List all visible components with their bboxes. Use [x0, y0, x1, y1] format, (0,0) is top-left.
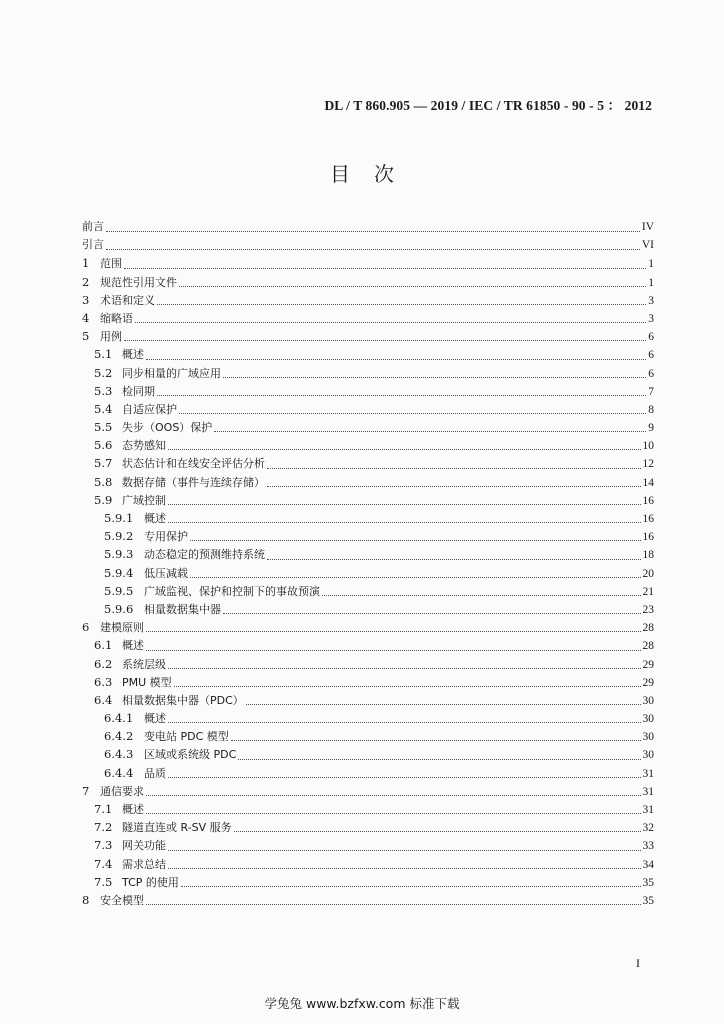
toc-leader-dots — [179, 413, 646, 414]
toc-leader-dots — [135, 322, 646, 323]
toc-entry-title: 态势感知 — [122, 439, 166, 453]
toc-entry[interactable] — [82, 473, 654, 491]
toc-entry-number: 6.2 — [94, 656, 113, 671]
toc-entry-page: 31 — [642, 767, 654, 780]
toc-entry-number: 6.1 — [94, 638, 113, 653]
toc-entry-page: 32 — [642, 822, 654, 835]
toc-entry-number: 5.8 — [94, 474, 113, 489]
toc-entry-number: 2 — [82, 274, 90, 289]
toc-entry-page: 29 — [642, 658, 654, 671]
toc-entry[interactable] — [82, 873, 654, 891]
toc-entry-page: 28 — [642, 622, 654, 635]
toc-entry-title: 通信要求 — [100, 784, 144, 798]
toc-entry-title: 概述 — [122, 639, 144, 653]
toc-entry-title: 隧道直连或 R-SV 服务 — [122, 821, 232, 835]
toc-leader-dots — [223, 613, 641, 614]
toc-entry-title: 广域监视、保护和控制下的事故预演 — [144, 584, 320, 598]
toc-leader-dots — [124, 340, 646, 341]
toc-entry-number: 7.4 — [94, 856, 113, 871]
toc-leader-dots — [146, 631, 641, 632]
toc-entry-number: 4 — [82, 310, 90, 325]
toc-entry-number: 5.9 — [94, 492, 113, 507]
toc-entry-title: 引言 — [82, 238, 104, 252]
toc-entry-number: 5.3 — [94, 383, 113, 398]
toc-entry-title: 品质 — [144, 766, 166, 780]
toc-entry[interactable] — [82, 345, 654, 363]
toc-entry-title: 概述 — [144, 512, 166, 525]
toc-entry[interactable] — [82, 491, 654, 509]
toc-entry[interactable] — [82, 745, 654, 763]
toc-leader-dots — [267, 559, 641, 560]
toc-entry-title: 概述 — [144, 712, 166, 726]
page-number: I — [636, 956, 640, 970]
toc-leader-dots — [223, 377, 646, 378]
toc-entry-title: 专用保护 — [144, 530, 188, 544]
toc-entry-title: 区域或系统级 PDC — [144, 748, 237, 762]
toc-entry-number: 5.9.6 — [104, 601, 134, 616]
toc-entry-number: 5.9.4 — [104, 565, 134, 580]
toc-leader-dots — [190, 540, 641, 541]
toc-entry[interactable] — [82, 309, 654, 327]
toc-entry[interactable] — [82, 673, 654, 691]
toc-entry[interactable] — [82, 418, 654, 436]
toc-entry[interactable] — [82, 527, 654, 545]
toc-entry-title: 术语和定义 — [100, 293, 155, 307]
toc-entry-page: 3 — [648, 294, 654, 307]
toc-entry-number: 7.5 — [94, 874, 113, 889]
toc-entry-page: 16 — [642, 494, 654, 507]
toc-leader-dots — [214, 431, 646, 432]
toc-entry[interactable] — [82, 273, 654, 291]
toc-entry-page: 16 — [642, 531, 654, 544]
toc-entry-page: 10 — [642, 440, 654, 453]
toc-entry-number: 5.5 — [94, 420, 113, 435]
toc-entry-page: 18 — [642, 549, 654, 562]
toc-leader-dots — [238, 759, 640, 760]
toc-leader-dots — [168, 522, 641, 523]
toc-entry[interactable] — [82, 800, 654, 818]
toc-entry[interactable] — [82, 636, 654, 654]
toc-entry-title: 规范性引用文件 — [100, 275, 177, 289]
toc-entry-page: 30 — [642, 749, 654, 762]
toc-entry-title: 相量数据集中器 — [144, 602, 221, 616]
toc-leader-dots — [106, 249, 640, 250]
toc-entry[interactable] — [82, 327, 654, 345]
toc-entry-title: 数据存储（事件与连续存储） — [122, 475, 265, 489]
toc-leader-dots — [146, 813, 641, 814]
toc-leader-dots — [168, 777, 641, 778]
toc-entry-page: 12 — [642, 458, 654, 471]
toc-leader-dots — [246, 704, 641, 705]
toc-entry-title: 自适应保护 — [122, 402, 177, 416]
toc-entry-title: 检同期 — [122, 384, 155, 398]
toc-entry-title: 低压减载 — [144, 566, 188, 580]
toc-entry[interactable] — [82, 364, 654, 382]
toc-leader-dots — [168, 449, 641, 450]
toc-leader-dots — [231, 740, 641, 741]
toc-entry-number: 5.9.1 — [104, 511, 134, 525]
toc-entry-page: 21 — [642, 585, 654, 598]
toc-entry-page: 16 — [642, 513, 654, 525]
toc-leader-dots — [157, 304, 646, 305]
toc-entry-page: 1 — [648, 258, 654, 271]
toc-leader-dots — [267, 486, 641, 487]
page-title: 目次 — [330, 162, 418, 186]
toc-entry-number: 5.2 — [94, 365, 113, 380]
toc-entry-page: 35 — [642, 894, 654, 907]
toc-entry-page: 6 — [648, 349, 654, 362]
toc-entry[interactable] — [82, 254, 654, 272]
toc-entry-number: 6 — [82, 620, 90, 635]
toc-leader-dots — [322, 595, 641, 596]
toc-leader-dots — [146, 359, 646, 360]
toc-leader-dots — [168, 722, 641, 723]
toc-entry-number: 7.3 — [94, 838, 113, 853]
toc-leader-dots — [168, 668, 641, 669]
toc-leader-dots — [168, 868, 641, 869]
toc-entry-number: 6.4.4 — [104, 765, 134, 780]
toc-entry-page: 7 — [648, 385, 654, 398]
toc-entry-number: 8 — [82, 892, 90, 907]
toc-entry-title: 状态估计和在线安全评估分析 — [122, 457, 265, 471]
toc-entry[interactable] — [82, 564, 654, 582]
toc-entry-page: 6 — [648, 331, 654, 344]
footer-watermark: 学兔兔 www.bzfxw.com 标准下载 — [264, 996, 460, 1011]
toc-entry-page: 31 — [642, 804, 654, 816]
toc-entry-title: 建模原则 — [100, 621, 144, 635]
toc-entry[interactable] — [82, 655, 654, 673]
toc-entry[interactable] — [82, 709, 654, 727]
toc-entry-page: 8 — [648, 403, 654, 416]
toc-entry[interactable] — [82, 218, 654, 236]
toc-entry-number: 7.1 — [94, 802, 113, 816]
toc-leader-dots — [174, 686, 641, 687]
toc-leader-dots — [124, 268, 646, 269]
toc-entry-title: 系统层级 — [122, 657, 166, 671]
toc-entry-number: 5.9.3 — [104, 547, 134, 562]
toc-entry-title: 网关功能 — [122, 839, 166, 853]
toc-entry-number: 6.3 — [94, 674, 113, 689]
toc-entry-title: 缩略语 — [100, 311, 133, 325]
toc-entry[interactable] — [82, 236, 654, 254]
toc-entry-number: 6.4.1 — [104, 711, 134, 726]
toc-entry-number: 6.4.3 — [104, 747, 134, 762]
toc-entry-number: 5.1 — [94, 347, 113, 362]
toc-leader-dots — [168, 504, 641, 505]
toc-entry-page: 23 — [642, 603, 654, 616]
toc-entry[interactable] — [82, 836, 654, 854]
toc-entry-page: 6 — [648, 367, 654, 380]
toc-entry-number: 7 — [82, 783, 90, 798]
toc-entry[interactable] — [82, 855, 654, 873]
toc-entry-number: 5.9.5 — [104, 583, 134, 598]
toc-entry-title: 安全模型 — [100, 893, 144, 907]
toc-entry[interactable] — [82, 509, 654, 527]
toc-leader-dots — [267, 468, 641, 469]
toc-entry-number: 3 — [82, 292, 90, 307]
toc-entry-title: PMU 模型 — [122, 675, 172, 689]
toc-entry[interactable] — [82, 818, 654, 836]
toc-entry-page: 9 — [648, 422, 654, 435]
toc-entry-number: 6.4 — [94, 692, 113, 707]
toc-leader-dots — [179, 286, 646, 287]
standard-number-header: DL / T 860.905 — 2019 / IEC / TR 61850 - 90 - 5 ： 2012 — [324, 98, 652, 113]
toc-entry-title: 概述 — [122, 803, 144, 816]
toc-entry[interactable] — [82, 400, 654, 418]
toc-leader-dots — [157, 395, 646, 396]
toc-entry-number: 1 — [82, 256, 90, 271]
toc-entry-page: 30 — [642, 731, 654, 744]
toc-entry-number: 5.7 — [94, 456, 113, 471]
toc-entry-number: 6.4.2 — [104, 729, 134, 744]
toc-entry-title: 失步（OOS）保护 — [122, 421, 213, 435]
toc-entry-page: 20 — [642, 567, 654, 580]
toc-entry-title: 用例 — [100, 330, 122, 344]
toc-entry[interactable] — [82, 691, 654, 709]
toc-entry-number: 5.4 — [94, 401, 113, 416]
toc-entry[interactable] — [82, 764, 654, 782]
toc-entry-title: 同步相量的广域应用 — [122, 366, 221, 380]
toc-leader-dots — [234, 831, 641, 832]
toc-entry[interactable] — [82, 618, 654, 636]
toc-leader-dots — [146, 650, 641, 651]
toc-entry[interactable] — [82, 600, 654, 618]
toc-entry-page: 1 — [648, 276, 654, 289]
toc-leader-dots — [146, 904, 641, 905]
toc-entry[interactable] — [82, 891, 654, 909]
toc-entry-page: 35 — [642, 876, 654, 889]
toc-entry-page: 30 — [642, 694, 654, 707]
toc-entry[interactable] — [82, 727, 654, 745]
toc-entry-title: 广域控制 — [122, 493, 166, 507]
toc-entry-number: 5 — [82, 329, 90, 344]
toc-leader-dots — [106, 231, 640, 232]
toc-entry-title: 相量数据集中器（PDC） — [122, 693, 244, 707]
toc-entry[interactable] — [82, 782, 654, 800]
toc-entry-title: 范围 — [100, 257, 122, 271]
toc-entry[interactable] — [82, 582, 654, 600]
toc-entry-title: TCP 的使用 — [122, 875, 179, 889]
toc-entry-page: 31 — [642, 785, 654, 798]
toc-entry-page: VI — [641, 239, 654, 252]
toc-entry[interactable] — [82, 454, 654, 472]
table-of-contents — [82, 218, 654, 909]
toc-entry-page: 30 — [642, 713, 654, 726]
toc-entry-title: 变电站 PDC 模型 — [144, 730, 229, 744]
toc-leader-dots — [190, 577, 641, 578]
toc-entry-page: 33 — [642, 840, 654, 853]
toc-leader-dots — [168, 850, 641, 851]
toc-entry[interactable] — [82, 436, 654, 454]
toc-entry-number: 5.6 — [94, 438, 113, 453]
toc-entry[interactable] — [82, 291, 654, 309]
toc-entry-page: IV — [641, 221, 654, 233]
toc-entry[interactable] — [82, 545, 654, 563]
toc-entry-title: 动态稳定的预测维持系统 — [144, 548, 265, 562]
toc-entry-page: 29 — [642, 676, 654, 689]
toc-entry-number: 5.9.2 — [104, 529, 134, 544]
toc-entry[interactable] — [82, 382, 654, 400]
toc-entry-title: 前言 — [82, 220, 104, 233]
toc-entry-page: 34 — [642, 858, 654, 871]
toc-entry-page: 3 — [648, 312, 654, 325]
toc-entry-title: 需求总结 — [122, 857, 166, 871]
toc-leader-dots — [146, 795, 641, 796]
toc-entry-title: 概述 — [122, 348, 144, 362]
toc-leader-dots — [181, 886, 641, 887]
toc-entry-page: 14 — [642, 476, 654, 489]
toc-entry-number: 7.2 — [94, 820, 113, 835]
toc-entry-page: 28 — [642, 640, 654, 653]
